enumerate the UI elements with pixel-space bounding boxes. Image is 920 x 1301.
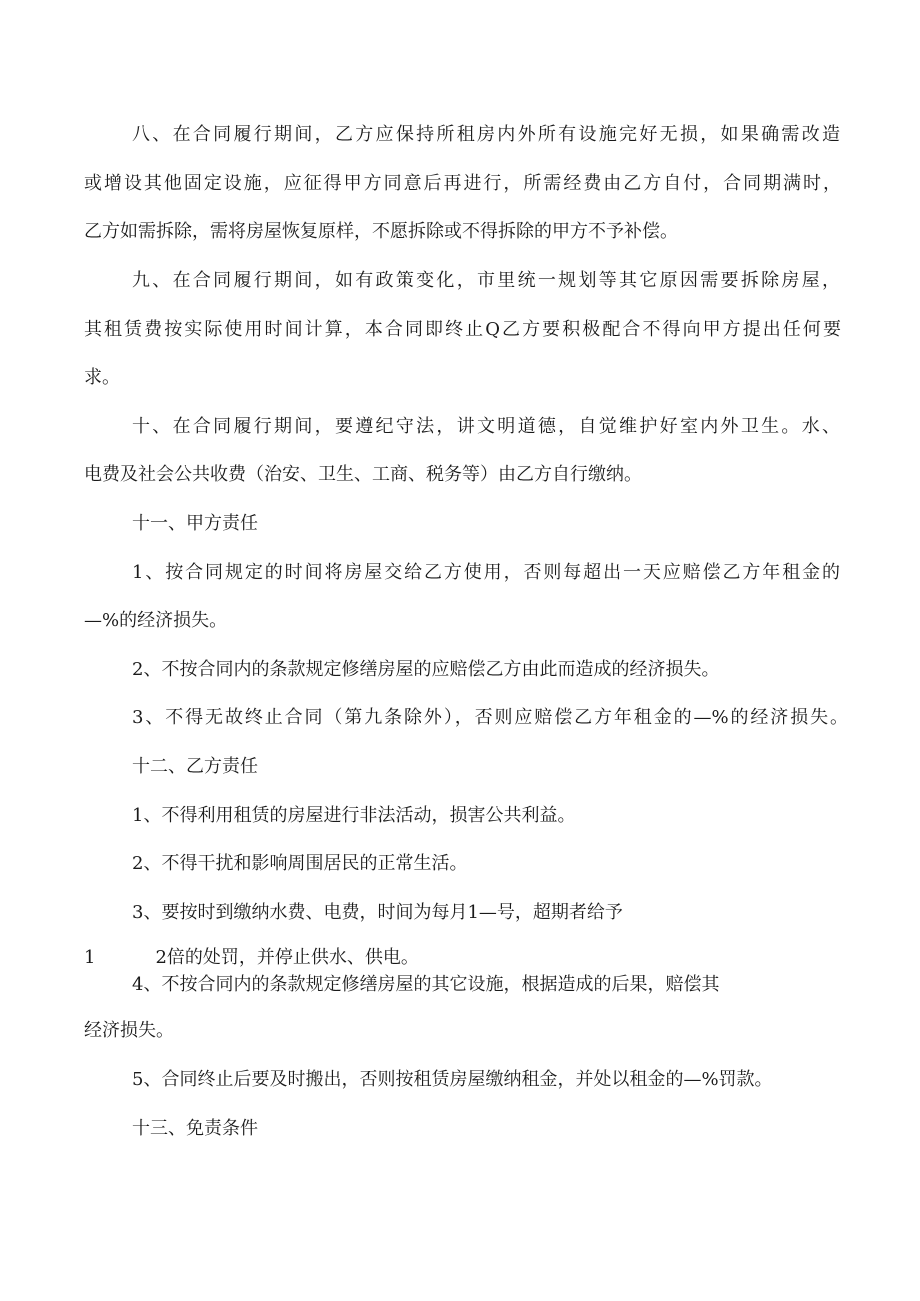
clause-11-heading: 十一、甲方责任: [132, 513, 258, 534]
clause-12-item-3-line-1: 3、要按时到缴纳水费、电费，时间为每月1—号，超期者给予: [132, 902, 623, 923]
clause-11-item-1-line-2: —%的经济损失。: [84, 610, 228, 631]
clause-11-item-1-line-1: 1、按合同规定的时间将房屋交给乙方使用，否则每超出一天应赔偿乙方年租金的: [132, 562, 840, 583]
clause-11-item-3: 3、不得无故终止合同（第九条除外），否则应赔偿乙方年租金的—%的经济损失。: [132, 707, 848, 728]
clause-12-item-2: 2、不得干扰和影响周围居民的正常生活。: [132, 853, 468, 874]
clause-10-line-1: 十、在合同履行期间，要遵纪守法，讲文明道德，自觉维护好室内外卫生。水、: [132, 416, 840, 437]
clause-9-line-1: 九、在合同履行期间，如有政策变化，市里统一规划等其它原因需要拆除房屋，: [132, 270, 840, 291]
clause-12-item-3-line-2: [84, 946, 419, 970]
clause-12-item-3-multiplier-rest: 2倍的处罚，并停止供水、供电。: [155, 947, 419, 968]
clause-8-line-3: 乙方如需拆除，需将房屋恢复原样，不愿拆除或不得拆除的甲方不予补偿。: [84, 221, 678, 242]
clause-12-item-1: 1、不得利用租赁的房屋进行非法活动，损害公共利益。: [132, 805, 576, 826]
clause-12-item-5: 5、合同终止后要及时搬出，否则按租赁房屋缴纳租金，并处以租金的—%罚款。: [132, 1069, 773, 1090]
clause-8-line-1: 八、在合同履行期间，乙方应保持所租房内外所有设施完好无损，如果确需改造: [132, 124, 840, 145]
clause-8-line-2: 或增设其他固定设施，应征得甲方同意后再进行，所需经费由乙方自付，合同期满时，: [84, 173, 841, 194]
clause-12-heading: 十二、乙方责任: [132, 756, 258, 777]
clause-9-line-2: 其租赁费按实际使用时间计算，本合同即终止Q乙方要积极配合不得向甲方提出任何要: [84, 319, 841, 340]
clause-12-item-3-multiplier-min: 1: [84, 947, 96, 968]
clause-13-heading: 十三、免责条件: [132, 1118, 258, 1139]
clause-12-item-4-line-1: 4、不按合同内的条款规定修缮房屋的其它设施，根据造成的后果，赔偿其: [132, 974, 720, 995]
clause-11-item-2: 2、不按合同内的条款规定修缮房屋的应赔偿乙方由此而造成的经济损失。: [132, 659, 720, 680]
clause-12-item-4-line-2: 经济损失。: [84, 1020, 174, 1041]
clause-10-line-2: 电费及社会公共收费（治安、卫生、工商、税务等）由乙方自行缴纳。: [84, 464, 642, 485]
clause-9-line-3: 求。: [84, 367, 120, 388]
